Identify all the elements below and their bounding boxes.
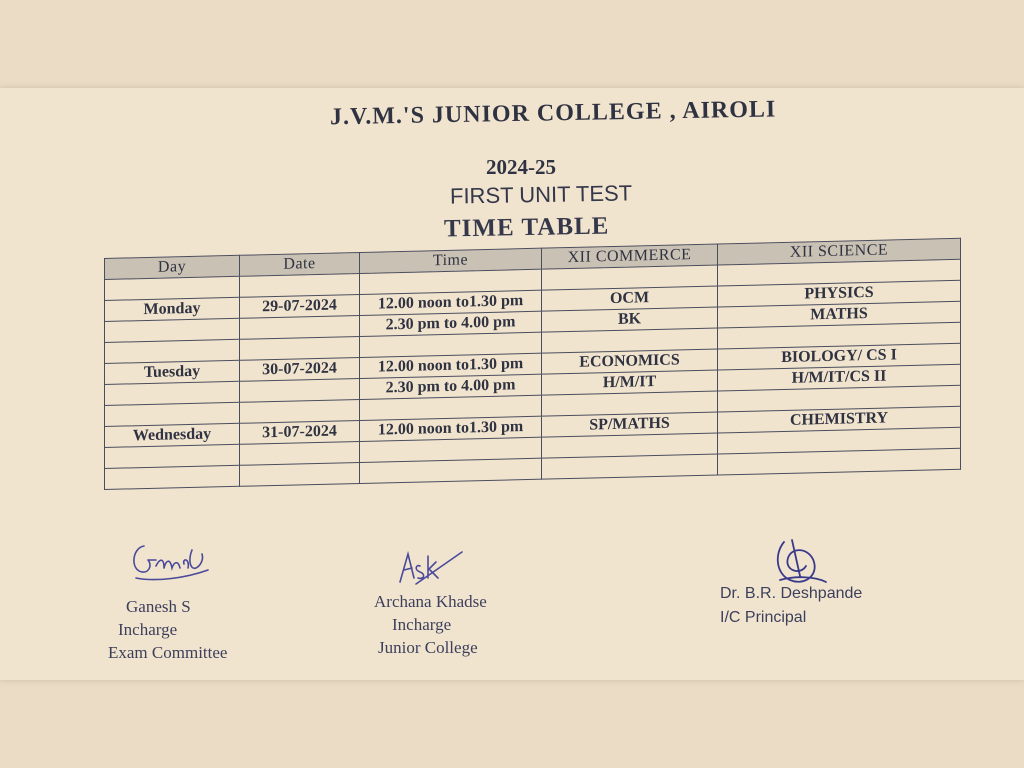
signatory-archana [374, 590, 487, 659]
svg-text:Ganesh: Ganesh [144, 570, 147, 571]
signatory-dept: Junior College [378, 638, 478, 657]
cell-day: Wednesday [105, 423, 240, 447]
signatory-dept: Exam Committee [108, 643, 228, 662]
signatory-ganesh [108, 595, 227, 664]
cell-day: Tuesday [105, 360, 240, 384]
document-title: TIME TABLE [443, 212, 610, 243]
signatory-role: Incharge [118, 620, 178, 639]
cell-date [240, 378, 360, 402]
cell-commerce [542, 454, 718, 479]
cell-date: 29-07-2024 [240, 294, 360, 318]
college-name: J.V.M.'S JUNIOR COLLEGE , AIROLI [329, 96, 777, 131]
table-body [105, 259, 961, 489]
test-name: FIRST UNIT TEST [449, 180, 633, 209]
cell-time [360, 458, 542, 483]
column-header-date: Date [240, 252, 360, 276]
cell-time: 12.00 noon to1.30 pm [360, 290, 542, 315]
signature-ganesh [126, 538, 216, 586]
signatory-principal [720, 582, 862, 630]
cell-day: Monday [105, 297, 240, 321]
signatory-name: Ganesh S [126, 597, 191, 616]
cell-time: 2.30 pm to 4.00 pm [360, 374, 542, 399]
cell-science: CHEMISTRY [718, 406, 961, 433]
cell-commerce: OCM [542, 286, 718, 311]
signature-principal [770, 536, 830, 588]
cell-science: PHYSICS [718, 280, 961, 307]
timetable [104, 238, 960, 490]
academic-year: 2024-25 [486, 155, 556, 179]
cell-day [105, 465, 240, 489]
cell-date [240, 441, 360, 465]
signature-ask [396, 548, 466, 588]
column-header-day: Day [105, 255, 240, 279]
cell-commerce: ECONOMICS [542, 349, 718, 374]
column-header-science: XII SCIENCE [718, 238, 961, 265]
cell-date [240, 336, 360, 360]
cell-date [240, 315, 360, 339]
cell-time: 12.00 noon to1.30 pm [360, 416, 542, 441]
cell-commerce: H/M/IT [542, 370, 718, 395]
signatory-name: Archana Khadse [374, 592, 487, 611]
cell-commerce: SP/MATHS [542, 412, 718, 437]
column-header-time: Time [360, 248, 542, 273]
cell-date: 30-07-2024 [240, 357, 360, 381]
cell-commerce: BK [542, 307, 718, 332]
cell-date [240, 273, 360, 297]
cell-date: 31-07-2024 [240, 420, 360, 444]
cell-science: H/M/IT/CS II [718, 364, 961, 391]
signatory-name: Dr. B.R. Deshpande [720, 585, 863, 602]
signatory-role: I/C Principal [720, 609, 807, 626]
cell-date [240, 399, 360, 423]
cell-date [240, 462, 360, 486]
cell-time: 12.00 noon to1.30 pm [360, 353, 542, 378]
signatory-role: Incharge [392, 615, 452, 634]
cell-science: MATHS [718, 301, 961, 328]
column-header-commerce: XII COMMERCE [542, 244, 718, 269]
cell-science: BIOLOGY/ CS I [718, 343, 961, 370]
cell-time: 2.30 pm to 4.00 pm [360, 311, 542, 336]
